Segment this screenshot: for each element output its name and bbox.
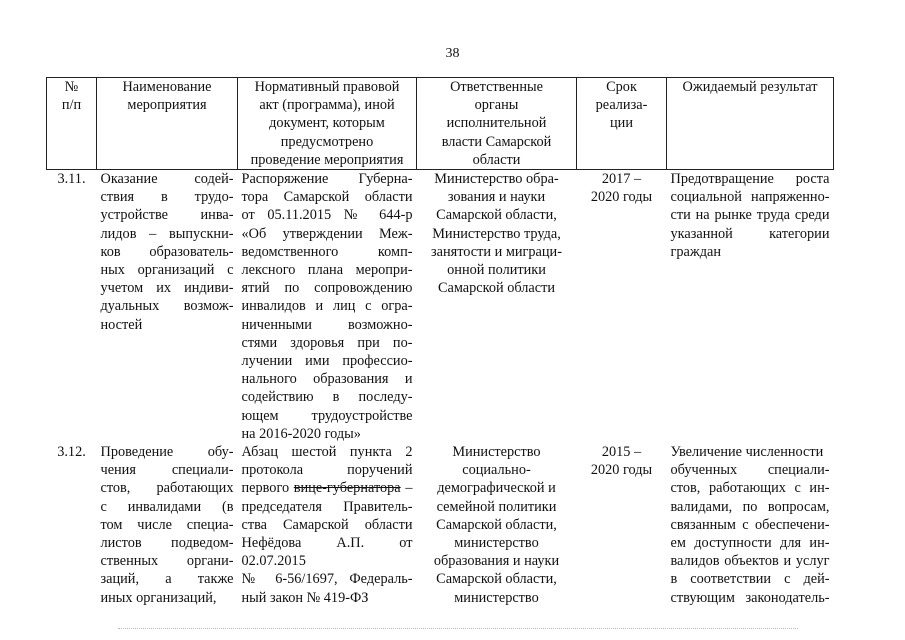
- table-row: [47, 170, 834, 444]
- legal-act: Абзац шестой пункта 2 протокола поручений первого вице-губернатора – председателя Правитель- ства Самарской области Нефёдова А.П. от 02.07.2015 № 6-56/1697, Федераль- ный закон № 419-ФЗ: [241, 444, 413, 606]
- header-num: № п/п: [47, 78, 97, 170]
- measure-name: Оказание содей- ствия в трудо- устройстве инва- лидов – выпускни- ков образователь- ных организаций с учетом их индиви- дуальных возмож- ностей: [100, 171, 234, 333]
- header-name: Наименование мероприятия: [97, 78, 238, 170]
- legal-act: Распоряжение Губерна- тора Самарской области от 05.11.2015 № 644-р «Об утверждении Меж- ведомственного комп- лексного плана меропри- ятий по сопровождению инвалидов и лиц с огра- ниченными возможно- стями здоровья при по- лучении ими профессио- нального образования и содействию в последу- ющем трудоустройстве на 2016-2020 годы»: [241, 171, 413, 442]
- header-org: Ответственные органы исполнительной власти Самарской области: [417, 78, 577, 170]
- responsible-org: Министерство социально- демографической и семейной политики Самарской области, министерство образования и науки Самарской области, министерство: [433, 444, 560, 606]
- legal-act-line-strike: первого вице-губернатора –: [241, 480, 413, 497]
- scan-artifact-line: [118, 628, 798, 631]
- measure-name: Проведение обу- чения специали- стов, работающих с инвалидами (в том числе специа- листов подведом- ственных органи- заций, а также иных организаций,: [100, 444, 234, 606]
- term: 2017 – 2020 годы: [590, 171, 653, 206]
- struck-text: вице-губернатора: [293, 480, 401, 497]
- header-term: Срок реализа- ции: [577, 78, 667, 170]
- header-act: Нормативный правовой акт (программа), иной документ, которым предусмотрено проведение мероприятия: [238, 78, 417, 170]
- row-number: 3.12.: [57, 444, 86, 461]
- header-result: Ожидаемый результат: [667, 78, 834, 170]
- table-header-row: [47, 78, 834, 170]
- expected-result: Увеличение численности обученных специали- стов, работающих с ин- валидами, по вопросам, связанным с обеспечени- ем доступности для ин- валидов объектов и услуг в соответствии с дей- ствующим законодатель-: [670, 444, 830, 606]
- term: 2015 – 2020 годы: [590, 444, 653, 479]
- row-number: 3.11.: [57, 171, 86, 188]
- table-row: [47, 443, 834, 607]
- expected-result: Предотвращение роста социальной напряженно- сти на рынке труда среди указанной категории граждан: [670, 171, 830, 260]
- page-number: 38: [445, 46, 460, 61]
- measures-table: [46, 77, 834, 607]
- responsible-org: Министерство обра- зования и науки Самарской области, Министерство труда, занятости и миграци- онной политики Самарской области: [431, 171, 562, 297]
